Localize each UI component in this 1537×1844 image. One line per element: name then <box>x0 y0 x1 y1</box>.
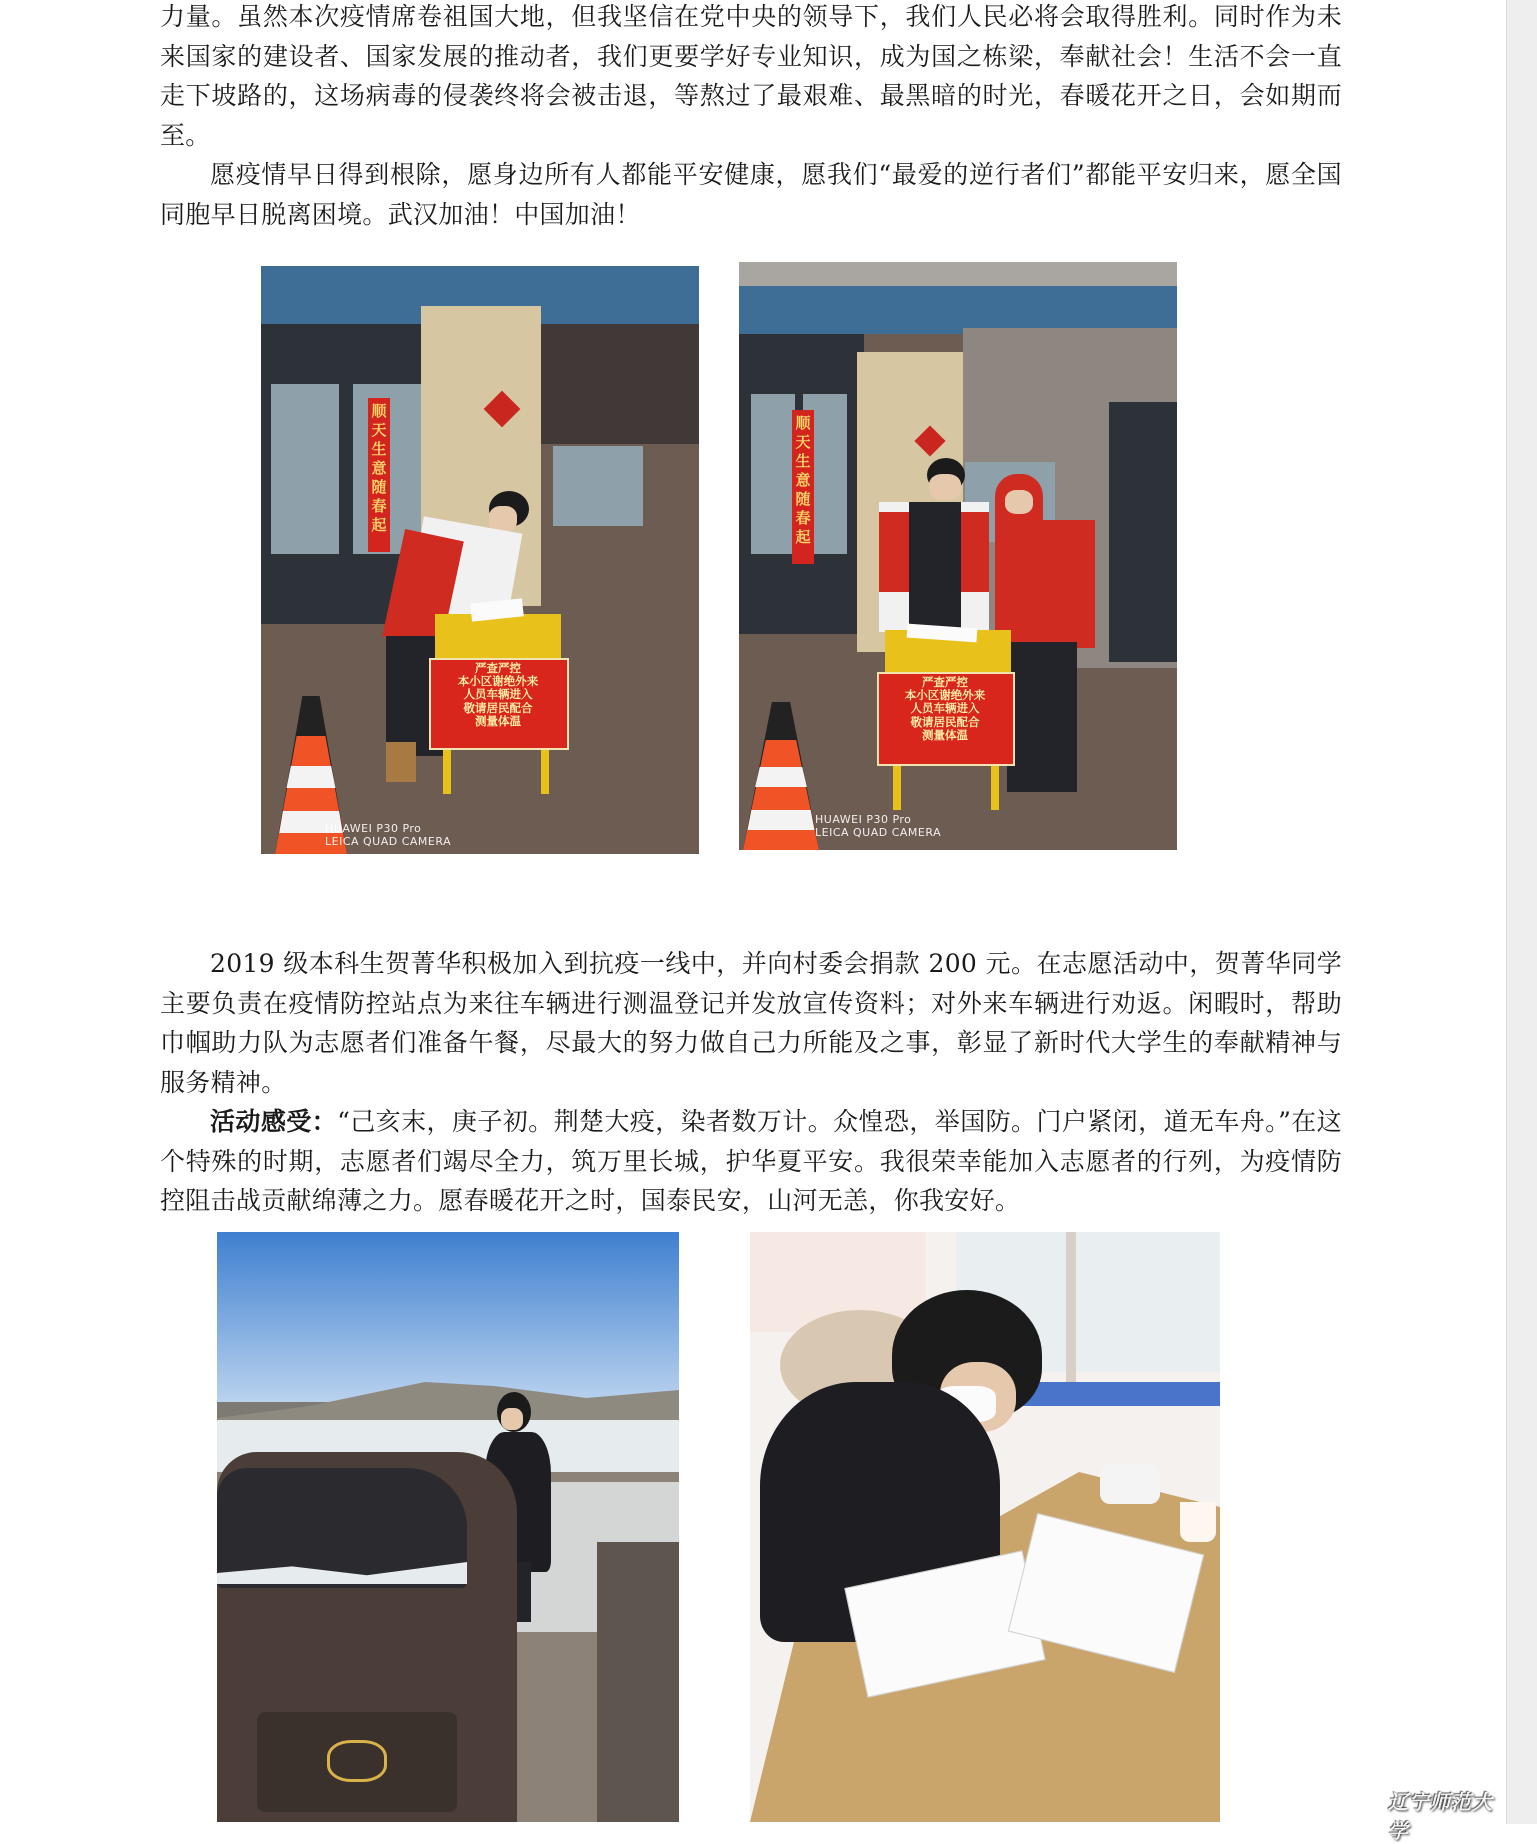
photo-volunteer-checking-car <box>217 1232 679 1822</box>
camera-watermark: HUAWEI P30 Pro LEICA QUAD CAMERA <box>325 822 452 848</box>
paragraph-continued: 力量。虽然本次疫情席卷祖国大地，但我坚信在党中央的领导下，我们人民必将会取得胜利。同时作为未来国家的建设者、国家发展的推动者，我们更要学好专业知识，成为国之栋梁，奉献社会！生活不会一直走下坡路的，这场病毒的侵袭终将会被击退，等熬过了最艰难、最黑暗的时光，春暖花开之日，会如期而至。 <box>160 2 1342 150</box>
paragraph-volunteer-story: 2019 级本科生贺菁华积极加入到抗疫一线中，并向村委会捐款 200 元。在志愿活动中，贺菁华同学主要负责在疫情防控站点为来往车辆进行测温登记并发放宣传资料；对外来车辆进行劝返。闲暇时，帮助巾帼助力队为志愿者们准备午餐，尽最大的努力做自己力所能及之事，彰显了新时代大学生的奉献精神与服务精神。 <box>160 949 1342 1097</box>
viewer-scroll-gutter[interactable] <box>1506 0 1537 1824</box>
camera-watermark: HUAWEI P30 Pro LEICA QUAD CAMERA <box>815 813 942 839</box>
photo-volunteer-writing-log <box>750 1232 1220 1822</box>
couplet-text: 顺天生意随春起 <box>795 414 811 546</box>
sign-text-block: 严查严控 本小区谢绝外来 人员车辆进入 敬请居民配合 测量体温 <box>904 675 986 742</box>
middle-text-section <box>160 944 1342 1221</box>
photo-volunteer-signing-at-gate <box>261 266 699 854</box>
photo-two-volunteers-at-gate <box>739 262 1177 850</box>
feeling-label: 活动感受： <box>210 1107 338 1136</box>
paragraph-wishes: 愿疫情早日得到根除，愿身边所有人都能平安健康，愿我们“最爱的逆行者们”都能平安归来，愿全国同胞早日脱离困境。武汉加油！中国加油！ <box>160 160 1342 229</box>
paragraph-activity-feeling <box>160 1102 1342 1221</box>
sign-text-block: 严查严控 本小区谢绝外来 人员车辆进入 敬请居民配合 测量体温 <box>457 661 539 728</box>
couplet-text: 顺天生意随春起 <box>371 402 387 534</box>
top-text-section <box>160 0 1342 234</box>
university-logo-watermark: 辽宁师范大学 <box>1388 1790 1493 1843</box>
feeling-text: “己亥末，庚子初。荆楚大疫，染者数万计。众惶恐，举国防。门户紧闭，道无车舟。”在这个特殊的时期，志愿者们竭尽全力，筑万里长城，护华夏平安。我很荣幸能加入志愿者的行列，为疫情防控阻击战贡献绵薄之力。愿春暖花开之时，国泰民安，山河无恙，你我安好。 <box>160 1107 1342 1215</box>
